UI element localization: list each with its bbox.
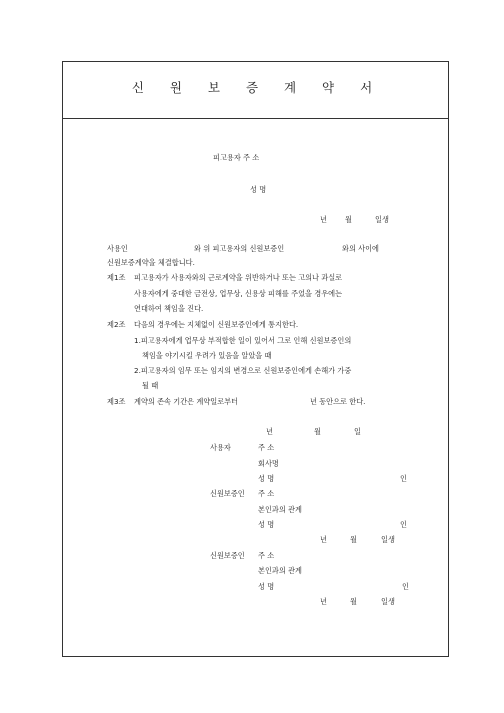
guarantor-2-address-label: 주 소 xyxy=(258,551,275,560)
article-2-item-2: 2.피고용자의 임무 또는 임지의 변경으로 신원보증인에게 손해가 가중 xyxy=(134,366,352,375)
employer-seal-mark: 인 xyxy=(400,474,407,483)
guarantor-2-name-label: 성 명 xyxy=(258,582,275,591)
employer-company-label: 회사명 xyxy=(258,459,279,468)
guarantor-1-birth-month: 월 xyxy=(350,535,357,544)
guarantor-1-birth-year: 년 xyxy=(320,535,327,544)
article-2-number: 제2조 xyxy=(107,320,126,329)
article-2-line: 다음의 경우에는 지체없이 신원보증인에게 통지한다. xyxy=(134,320,299,329)
intro-guarantor-text: 와 위 피고용자의 신원보증인 xyxy=(194,244,285,253)
contract-date-month: 월 xyxy=(314,427,321,436)
guarantor-1-address-label: 주 소 xyxy=(258,489,275,498)
title-divider xyxy=(63,118,448,119)
guarantor-2-relation-label: 본인과의 관계 xyxy=(258,566,302,575)
employee-birth-month: 월 xyxy=(345,215,352,224)
article-1-line: 연대하여 책임을 진다. xyxy=(134,304,204,313)
employer-address-label: 주 소 xyxy=(258,443,275,452)
document-title: 신 원 보 증 계 약 서 xyxy=(131,80,384,95)
contract-date-day: 일 xyxy=(354,427,361,436)
guarantor-1-relation-label: 본인과의 관계 xyxy=(258,505,302,514)
intro-contract-text: 신원보증계약을 체결합니다. xyxy=(107,258,195,267)
guarantor-2-birth-year: 년 xyxy=(320,597,327,606)
guarantor-2-birth-day: 일생 xyxy=(381,597,395,606)
intro-between-text: 와의 사이에 xyxy=(342,244,380,253)
employer-label: 사용자 xyxy=(210,443,231,452)
employee-name-label: 성 명 xyxy=(250,185,267,194)
employee-birth-year: 년 xyxy=(320,215,327,224)
article-2-item-2-cont: 될 때 xyxy=(142,381,159,390)
guarantor-1-label: 신원보증인 xyxy=(210,489,245,498)
employee-address-label: 피고용자 주 소 xyxy=(213,153,260,162)
intro-employer-label: 사용인 xyxy=(107,244,128,253)
employee-birth-day: 일생 xyxy=(375,215,389,224)
contract-date-year: 년 xyxy=(266,427,273,436)
guarantor-1-seal-mark: 인 xyxy=(400,520,407,529)
article-2-item-1-cont: 책임을 야기시킬 우려가 있음을 알았을 때 xyxy=(142,351,272,360)
article-3-line-end: 년 동안으로 한다. xyxy=(310,397,366,406)
article-1-number: 제1조 xyxy=(107,273,126,282)
article-1-line: 사용자에게 중대한 금전상, 업무상, 신용상 피해를 주었을 경우에는 xyxy=(134,289,343,298)
guarantor-2-seal-mark: 인 xyxy=(402,582,409,591)
article-1-line: 피고용자가 사용자와의 근로계약을 위반하거나 또는 고의나 과실로 xyxy=(134,273,343,282)
guarantor-2-birth-month: 월 xyxy=(350,597,357,606)
article-3-number: 제3조 xyxy=(107,397,126,406)
guarantor-1-name-label: 성 명 xyxy=(258,520,275,529)
guarantor-1-birth-day: 일생 xyxy=(381,535,395,544)
guarantor-2-label: 신원보증인 xyxy=(210,551,245,560)
article-3-line: 계약의 존속 기간은 계약일로부터 xyxy=(134,397,239,406)
employer-name-label: 성 명 xyxy=(258,474,275,483)
article-2-item-1: 1.피고용자에게 업무상 부적합한 일이 있어서 그로 인해 신원보증인의 xyxy=(134,336,352,345)
